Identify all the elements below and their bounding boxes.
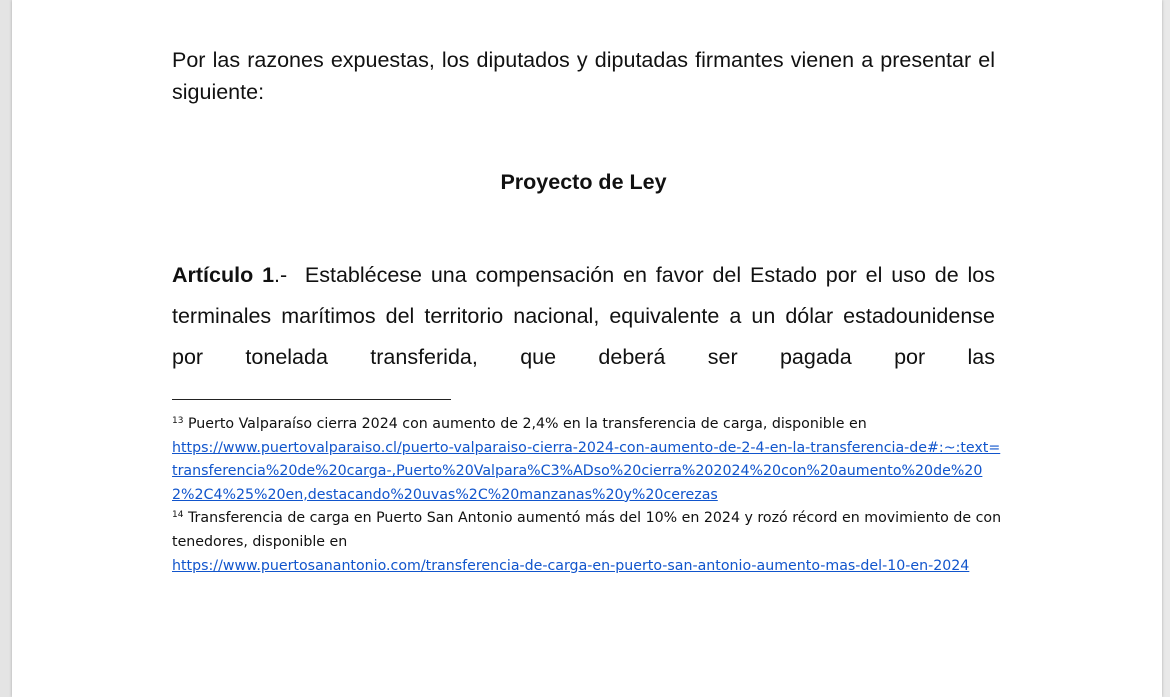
footnote-text: Puerto Valparaíso cierra 2024 con aumento de 2,4% en la transferencia de carga, disponible en bbox=[187, 416, 867, 432]
footnote-number: 14 bbox=[172, 510, 184, 521]
article-separator: .- bbox=[274, 263, 288, 287]
intro-paragraph: Por las razones expuestas, los diputados y diputadas firmantes vienen a presentar el siguiente: bbox=[172, 48, 995, 104]
article-label: Artículo 1 bbox=[172, 263, 275, 287]
article-paragraph bbox=[172, 255, 995, 378]
article-text: Establécese una compensación en favor del Estado por el uso de los terminales marítimos del territorio nacional, equivalente a un dólar estadounidense por tonelada transferida, que deberá ser pagada por las bbox=[172, 263, 996, 369]
footnote-number: 13 bbox=[172, 416, 184, 426]
footnote-separator bbox=[172, 399, 451, 400]
footnote-link[interactable]: https://www.puertovalparaiso.cl/puerto-valparaiso-cierra-2024-con-aumento-de-2-4-en-la-transferencia-de#:~:text=transferencia%20de%20carga-,Puerto%20Valpara%C3%ADso%20cierra%202024%20con%20aumento%20de%202%2C4%25%20en,destacando%20uvas%2C%20manzanas%20y%20cerezas bbox=[172, 439, 1001, 503]
footnote-13 bbox=[172, 413, 1002, 507]
document-page bbox=[12, 0, 1162, 697]
section-heading: Proyecto de Ley bbox=[500, 170, 667, 194]
footnotes bbox=[172, 413, 1002, 578]
viewer-background bbox=[0, 0, 12, 697]
footnote-14 bbox=[172, 507, 1002, 578]
footnote-link[interactable]: https://www.puertosanantonio.com/transferencia-de-carga-en-puerto-san-antonio-aumento-mas-del-10-en-2024 bbox=[172, 557, 970, 574]
footnote-text: Transferencia de carga en Puerto San Antonio aumentó más del 10% en 2024 y rozó récord en movimiento de contenedores, disponible en bbox=[172, 510, 1002, 550]
